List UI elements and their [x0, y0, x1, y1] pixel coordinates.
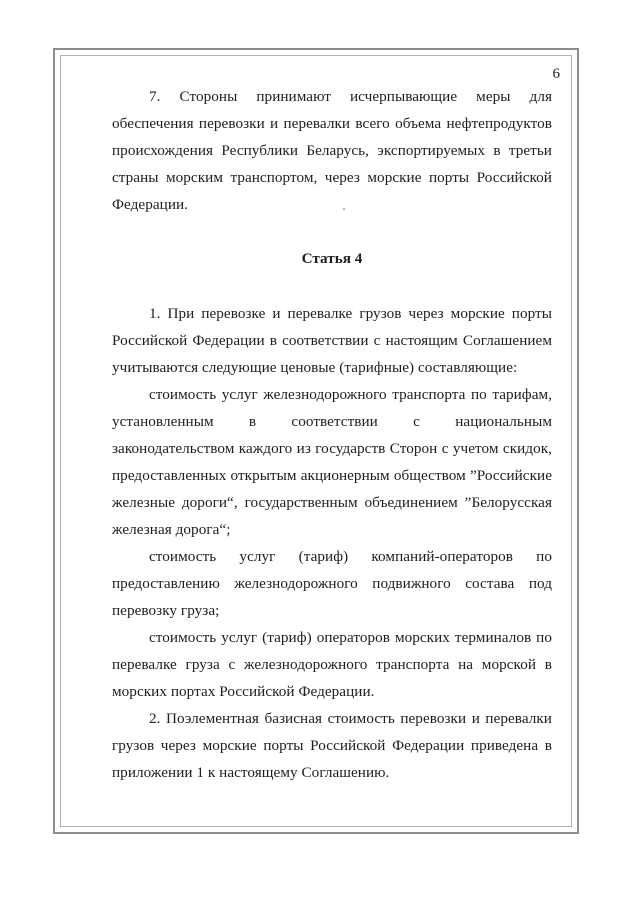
clause-7-paragraph: 7. Стороны принимают исчерпывающие меры для обеспечения перевозки и перевалки всего объема нефтепродуктов происхождения Республики Беларусь, экспортируемых в третьи страны морским транспортом, через морские порты Российской Федерации.	[112, 88, 552, 213]
clause-7-block	[112, 83, 552, 218]
scan-speck	[343, 208, 345, 210]
article-heading: Статья 4	[301, 250, 363, 267]
article-4-paragraph-2: 2. Поэлементная базисная стоимость перевозки и перевалки грузов через морские порты Российской Федерации приведена в приложении 1 к настоящему Соглашению.	[112, 710, 552, 781]
article-4-item-railway: стоимость услуг железнодорожного транспорта по тарифам, установленным в соответствии с национальным законодательством каждого из государств Сторон с учетом скидок, предоставленных открытым акционерным обществом ”Российские железные дороги“, государственным объединением ”Белорусская железная дорога“;	[112, 386, 552, 538]
page-number: 6	[552, 66, 560, 82]
article-4-body	[112, 300, 552, 786]
article-4-paragraph-1: 1. При перевозке и перевалке грузов через морские порты Российской Федерации в соответствии с настоящим Соглашением учитываются следующие ценовые (тарифные) составляющие:	[112, 305, 552, 376]
article-4-item-terminals: стоимость услуг (тариф) операторов морских терминалов по перевалке груза с железнодорожного транспорта на морской в морских портах Российской Федерации.	[112, 629, 552, 700]
article-4-item-rolling-stock: стоимость услуг (тариф) компаний-операторов по предоставлению железнодорожного подвижного состава под перевозку груза;	[112, 548, 552, 619]
